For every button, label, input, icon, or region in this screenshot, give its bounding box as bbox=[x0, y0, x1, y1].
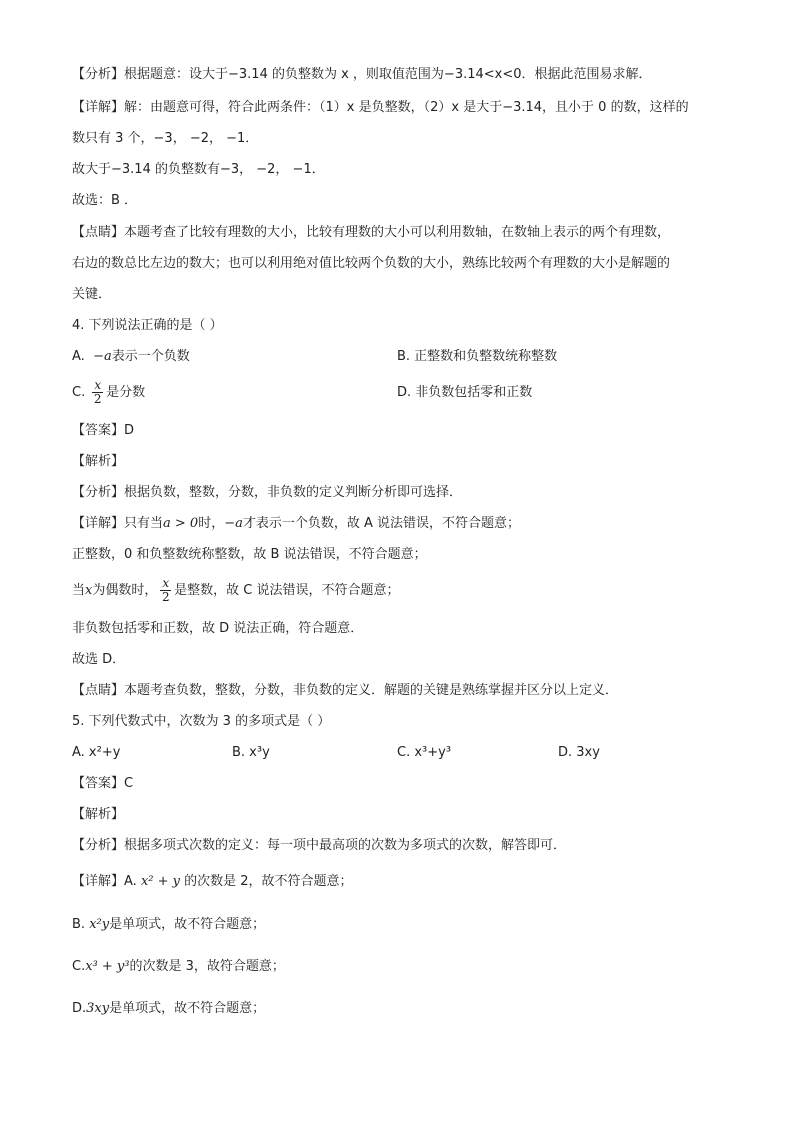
q5-stem: 5. 下列代数式中，次数为 3 的多项式是（ ） bbox=[72, 714, 331, 729]
q5-answer: 【答案】C bbox=[72, 776, 134, 791]
q5-detail-d: D.3xy是单项式，故不符合题意； bbox=[72, 1001, 266, 1016]
q4-detail-line4: 非负数包括零和正数，故 D 说法正确，符合题意． bbox=[72, 621, 364, 636]
q4-option-a-expr: −a bbox=[93, 349, 112, 364]
q5-detail-c: C.x³ + y³的次数是 3，故符合题意； bbox=[72, 959, 285, 974]
q4-explain-title: 【解析】 bbox=[72, 454, 125, 469]
q4-option-c-fraction: $\frac{x}{2}$ bbox=[93, 378, 102, 406]
q4-detail-fraction: $\frac{x}{2}$ bbox=[161, 576, 170, 604]
q3-comment-line2: 右边的数总比左边的数大；也可以利用绝对值比较两个负数的大小，熟练比较两个有理数的大小是解题的 bbox=[72, 256, 671, 271]
q5-detail-b: B. x²y是单项式，故不符合题意； bbox=[72, 917, 266, 932]
q4-analysis: 【分析】根据负数，整数，分数，非负数的定义判断分析即可选择． bbox=[72, 485, 463, 500]
q4-detail-line3: 当x为偶数时， $\frac{x}{2}$ 是整数，故 C 说法错误，不符合题意； bbox=[72, 576, 400, 604]
q4-option-c-label: C. bbox=[72, 385, 86, 400]
q4-detail-line2: 正整数，0 和负整数统称整数，故 B 说法错误，不符合题意； bbox=[72, 547, 427, 562]
q5-option-c: C. x³+y³ bbox=[397, 745, 452, 760]
q5-option-b: B. x³y bbox=[232, 745, 270, 760]
q3-detail-line3: 故大于−3.14 的负整数有−3， −2， −1． bbox=[72, 162, 325, 177]
q4-option-b: B. 正整数和负整数统称整数 bbox=[397, 349, 558, 364]
q4-option-c-text: 是分数 bbox=[106, 385, 146, 400]
q4-option-a-text: 表示一个负数 bbox=[111, 349, 190, 364]
q5-analysis: 【分析】根据多项式次数的定义：每一项中最高项的次数为多项式的次数，解答即可． bbox=[72, 838, 567, 853]
q5-option-a: A. x²+y bbox=[72, 745, 121, 760]
q4-option-a bbox=[72, 348, 190, 366]
q5-option-d: D. 3xy bbox=[558, 745, 600, 760]
q4-option-a-label: A. bbox=[72, 349, 85, 364]
q3-comment-line3: 关键． bbox=[72, 287, 112, 302]
q4-option-d: D. 非负数包括零和正数 bbox=[397, 385, 533, 400]
q3-analysis: 【分析】根据题意：设大于−3.14 的负整数为 x ，则取值范围为−3.14<x<0．根据此范围易求解． bbox=[72, 67, 652, 82]
q4-stem: 4. 下列说法正确的是（ ） bbox=[72, 318, 223, 333]
q4-detail-line1: 【详解】只有当a > 0时，−a才表示一个负数，故 A 说法错误，不符合题意； bbox=[72, 516, 521, 531]
q4-answer: 【答案】D bbox=[72, 423, 135, 438]
q3-comment-line1: 【点睛】本题考查了比较有理数的大小，比较有理数的大小可以利用数轴，在数轴上表示的两个有理数， bbox=[72, 225, 671, 240]
q3-choice: 故选：B ． bbox=[72, 193, 138, 208]
q3-detail-line1: 【详解】解：由题意可得，符合此两条件：（1）x 是负整数，（2）x 是大于−3.14，且小于 0 的数，这样的 bbox=[72, 100, 689, 115]
q5-explain-title: 【解析】 bbox=[72, 807, 125, 822]
q4-comment: 【点睛】本题考查负数，整数，分数，非负数的定义．解题的关键是熟练掌握并区分以上定义． bbox=[72, 683, 619, 698]
q4-option-c bbox=[72, 377, 145, 409]
q4-choice: 故选 D． bbox=[72, 652, 126, 667]
q3-detail-line2: 数只有 3 个，−3， −2， −1． bbox=[72, 131, 259, 146]
q5-detail-a: 【详解】A. x² + y 的次数是 2，故不符合题意； bbox=[72, 874, 353, 889]
